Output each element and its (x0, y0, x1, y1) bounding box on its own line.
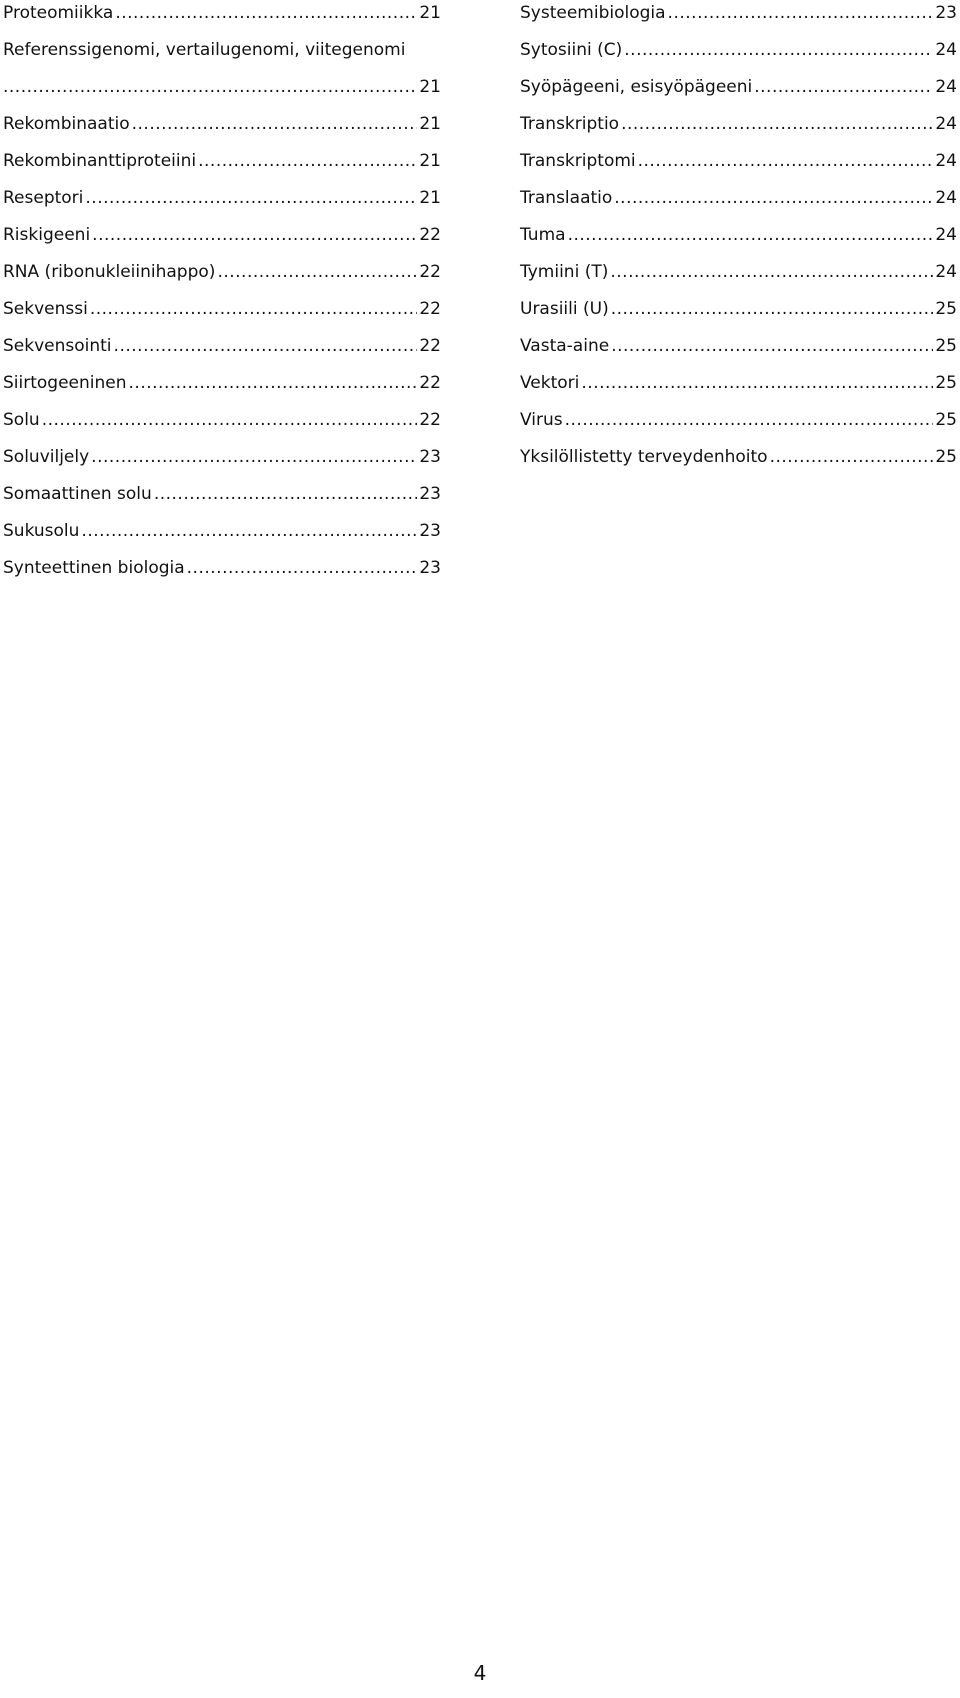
toc-entry-page: 21 (419, 77, 441, 97)
toc-entry-title: RNA (ribonukleiinihappo) (3, 262, 216, 282)
toc-entry[interactable] (3, 26, 441, 100)
toc-entry-page: 21 (419, 151, 441, 171)
toc-entry[interactable] (3, 248, 441, 285)
toc-entry-page: 22 (419, 299, 441, 319)
toc-leader-dots (754, 74, 933, 100)
toc-entry-title: Siirtogeeninen (3, 373, 127, 393)
toc-entry-title: Rekombinanttiproteiini (3, 151, 197, 171)
toc-entry[interactable] (3, 396, 441, 433)
toc-leader-dots (92, 222, 417, 248)
toc-entry-title-line (3, 26, 441, 63)
toc-entry-title: Vektori (520, 373, 580, 393)
toc-entry-title: Solu (3, 410, 40, 430)
toc-entry-page: 21 (419, 114, 441, 134)
toc-entry[interactable] (520, 396, 957, 433)
toc-entry-page: 25 (935, 447, 957, 467)
toc-entry[interactable] (3, 470, 441, 507)
toc-entry[interactable] (3, 322, 441, 359)
toc-entry[interactable] (520, 63, 957, 100)
toc-entry-page: 23 (419, 484, 441, 504)
toc-entry-page: 22 (419, 410, 441, 430)
toc-entry[interactable] (520, 0, 957, 26)
toc-leader-dots (42, 407, 418, 433)
page-number: 4 (473, 1661, 487, 1685)
toc-leader-dots (581, 370, 933, 396)
toc-entry-page: 24 (935, 77, 957, 97)
toc-entry-title: Transkriptio (520, 114, 620, 134)
toc-entry-page: 25 (935, 410, 957, 430)
toc-entry-page: 25 (935, 299, 957, 319)
toc-entry-continuation (3, 63, 441, 100)
toc-entry-title: Proteomiikka (3, 3, 114, 23)
toc-leader-dots (154, 481, 418, 507)
toc-right-column (520, 0, 957, 470)
toc-leader-dots (187, 555, 418, 581)
toc-entry-page: 23 (419, 521, 441, 541)
toc-entry-page: 22 (419, 373, 441, 393)
toc-entry-page: 25 (935, 336, 957, 356)
toc-list (3, 100, 441, 581)
toc-leader-dots (91, 444, 417, 470)
toc-leader-dots (611, 296, 934, 322)
toc-entry[interactable] (3, 100, 441, 137)
toc-entry-title: Somaattinen solu (3, 484, 152, 504)
toc-leader-dots (568, 222, 934, 248)
toc-entry[interactable] (3, 137, 441, 174)
toc-entry-title: Transkriptomi (520, 151, 636, 171)
toc-entry-page: 25 (935, 373, 957, 393)
toc-leader-dots (85, 185, 417, 211)
toc-entry-page: 23 (419, 558, 441, 578)
toc-entry[interactable] (3, 0, 441, 26)
toc-entry-page: 21 (419, 188, 441, 208)
toc-entry[interactable] (520, 211, 957, 248)
toc-entry-title: Tymiini (T) (520, 262, 609, 282)
toc-entry-page: 21 (419, 3, 441, 23)
toc-leader-dots (565, 407, 934, 433)
toc-entry[interactable] (3, 507, 441, 544)
toc-entry-title: Sukusolu (3, 521, 80, 541)
toc-leader-dots (114, 333, 418, 359)
toc-entry-page: 24 (935, 114, 957, 134)
toc-entry[interactable] (520, 285, 957, 322)
toc-entry[interactable] (3, 174, 441, 211)
toc-entry-title: Tuma (520, 225, 566, 245)
toc-entry-page: 24 (935, 262, 957, 282)
toc-leader-dots (3, 74, 417, 100)
toc-entry[interactable] (3, 285, 441, 322)
toc-entry-title: Urasiili (U) (520, 299, 609, 319)
toc-leader-dots (611, 333, 933, 359)
toc-entry-page: 24 (935, 151, 957, 171)
toc-entry-page: 22 (419, 225, 441, 245)
toc-leader-dots (668, 0, 934, 26)
toc-entry-page: 23 (935, 3, 957, 23)
toc-leader-dots (81, 518, 417, 544)
toc-entry[interactable] (3, 359, 441, 396)
toc-entry[interactable] (520, 433, 957, 470)
toc-entry[interactable] (3, 211, 441, 248)
toc-entry[interactable] (520, 174, 957, 211)
toc-leader-dots (90, 296, 418, 322)
toc-entry-page: 22 (419, 262, 441, 282)
toc-entry[interactable] (520, 100, 957, 137)
toc-entry-title: Referenssigenomi, vertailugenomi, viitegenomi (3, 40, 406, 60)
toc-entry[interactable] (520, 322, 957, 359)
toc-entry[interactable] (520, 359, 957, 396)
toc-entry[interactable] (520, 248, 957, 285)
toc-leader-dots (129, 370, 418, 396)
toc-entry-title: Riskigeeni (3, 225, 91, 245)
toc-entry-title: Systeemibiologia (520, 3, 666, 23)
toc-entry-title: Translaatio (520, 188, 613, 208)
toc-entry-page: 24 (935, 188, 957, 208)
toc-entry-title: Reseptori (3, 188, 84, 208)
toc-leader-dots (614, 185, 933, 211)
toc-leader-dots (115, 0, 417, 26)
toc-entry-title: Soluviljely (3, 447, 90, 467)
toc-entry-title: Sekvenssi (3, 299, 88, 319)
toc-leader-dots (198, 148, 417, 174)
toc-leader-dots (624, 37, 933, 63)
toc-leader-dots (610, 259, 933, 285)
toc-left-column (3, 0, 441, 581)
toc-entry[interactable] (520, 26, 957, 63)
toc-leader-dots (770, 444, 934, 470)
toc-entry-title: Synteettinen biologia (3, 558, 185, 578)
toc-entry-title: Rekombinaatio (3, 114, 130, 134)
toc-leader-dots (638, 148, 934, 174)
toc-leader-dots (132, 111, 418, 137)
toc-entry[interactable] (520, 137, 957, 174)
toc-entry-title: Vasta-aine (520, 336, 610, 356)
toc-leader-dots (217, 259, 417, 285)
toc-list (520, 0, 957, 470)
toc-entry[interactable] (3, 433, 441, 470)
toc-entry-page: 22 (419, 336, 441, 356)
toc-entry-title: Virus (520, 410, 563, 430)
toc-entry-page: 23 (419, 447, 441, 467)
toc-entry-title: Sytosiini (C) (520, 40, 623, 60)
toc-entry-title: Yksilöllistetty terveydenhoito (520, 447, 768, 467)
toc-entry-title: Syöpägeeni, esisyöpägeeni (520, 77, 753, 97)
toc-entry-title: Sekvensointi (3, 336, 112, 356)
toc-leader-dots (621, 111, 933, 137)
toc-entry-page: 24 (935, 40, 957, 60)
toc-entry[interactable] (3, 544, 441, 581)
toc-entry-page: 24 (935, 225, 957, 245)
